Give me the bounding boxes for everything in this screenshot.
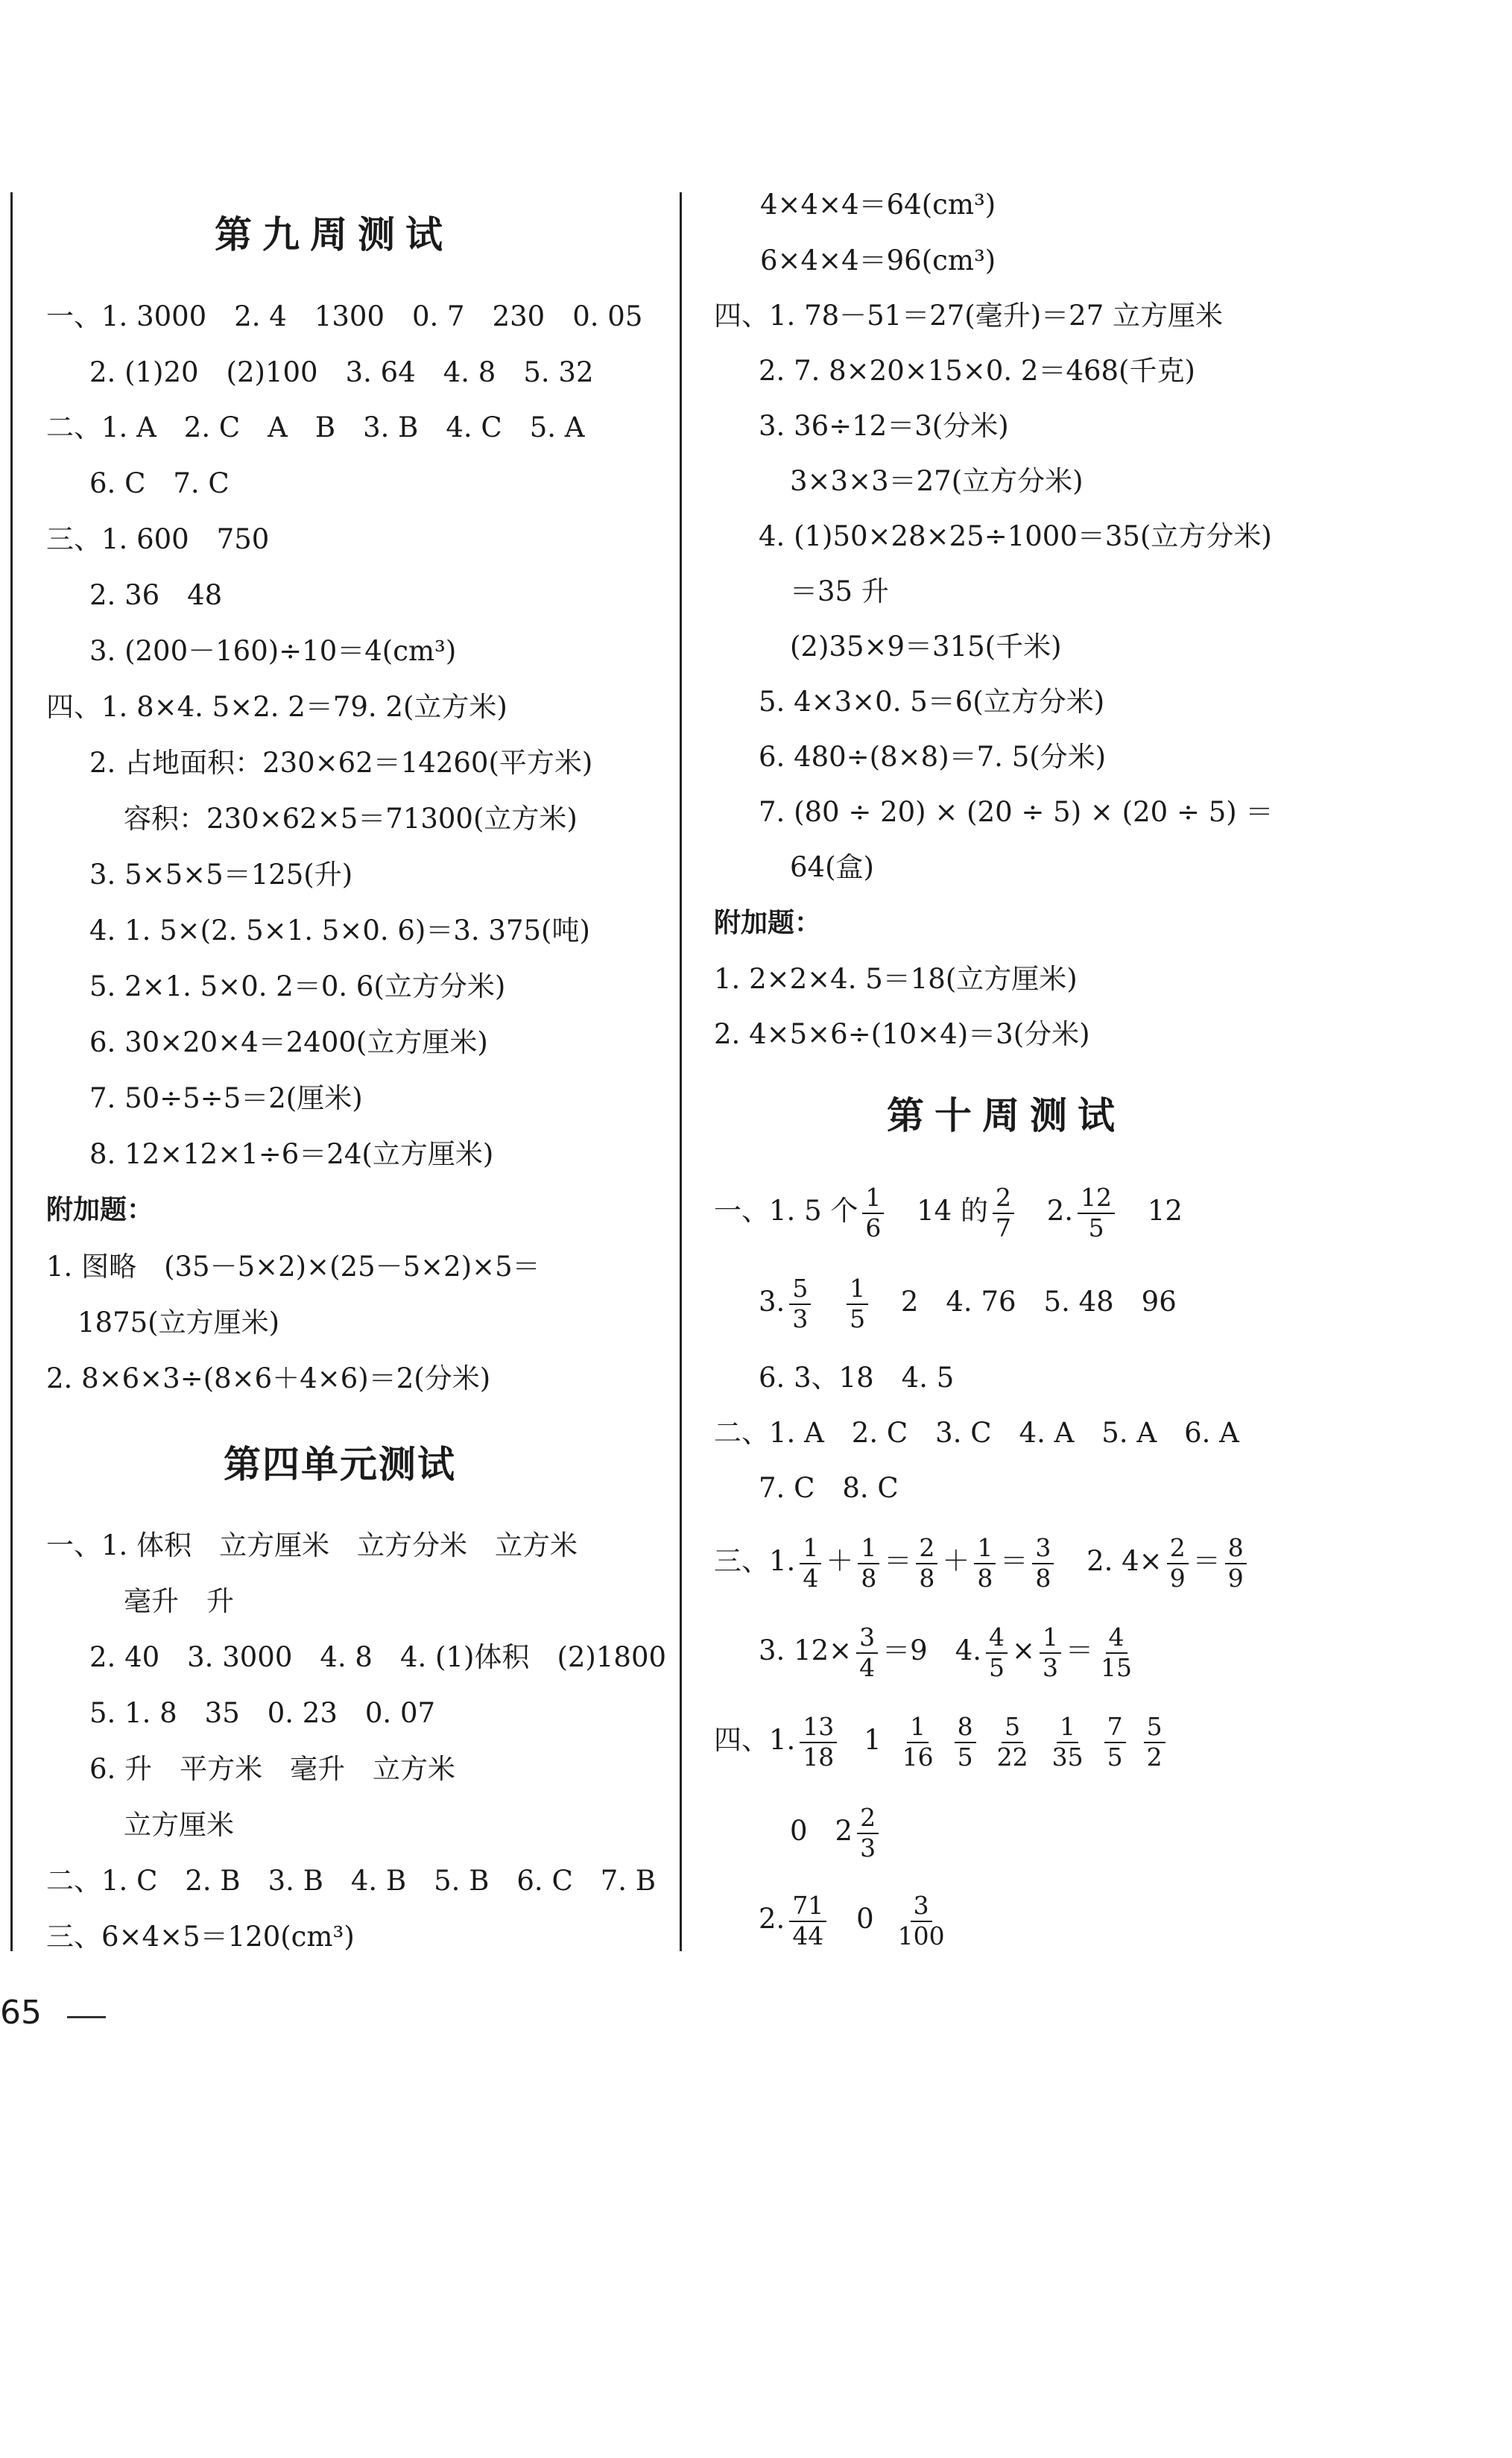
- answer-line: 64(盒): [790, 851, 874, 883]
- bonus-label: 附加题：: [46, 1195, 154, 1225]
- fraction: $\frac{2}{9}$: [1167, 1535, 1189, 1591]
- fraction: $\frac{12}{5}$: [1078, 1185, 1115, 1241]
- answer-line: 二、1. A 2. C A B 3. B 4. C 5. A: [46, 411, 585, 443]
- bonus-label: 附加题：: [714, 908, 822, 938]
- fraction: $\frac{71}{44}$: [789, 1893, 826, 1949]
- answer-line: 毫升 升: [124, 1585, 234, 1617]
- fraction: $\frac{3}{4}$: [856, 1625, 878, 1681]
- fraction: $\frac{1}{3}$: [1040, 1625, 1061, 1681]
- answer-line: 5. 4×3×0. 5＝6(立方分米): [759, 686, 1105, 718]
- answer-line: 三、1. 600 750: [46, 523, 270, 555]
- answer-line: 1. 图略 (35－5×2)×(25－5×2)×5＝: [46, 1251, 540, 1283]
- center-column-rule: [680, 192, 682, 1951]
- unit4-title: 第四单元测试: [224, 1443, 456, 1486]
- fraction: $\frac{1}{5}$: [847, 1276, 868, 1332]
- answer-line: 6. C 7. C: [89, 467, 230, 499]
- answer-line: 2. 40 3. 3000 4. 8 4. (1)体积 (2)1800: [89, 1641, 667, 1673]
- page-number-dash: [67, 2016, 106, 2018]
- left-margin-rule: [10, 192, 13, 1951]
- fraction: $\frac{3}{100}$: [897, 1891, 945, 1950]
- answer-line: 一、1. 体积 立方厘米 立方分米 立方米: [46, 1529, 578, 1561]
- fraction: $\frac{8}{5}$: [955, 1714, 976, 1770]
- fraction: $\frac{1}{4}$: [800, 1535, 821, 1591]
- fraction: $\frac{2}{3}$: [857, 1805, 879, 1861]
- answer-line: 一、1. 3000 2. 4 1300 0. 7 230 0. 05: [46, 300, 643, 332]
- answer-line: 四、1. 78－51＝27(毫升)＝27 立方厘米: [714, 300, 1224, 332]
- answer-line: 3. 5×5×5＝125(升): [89, 859, 353, 891]
- week10-title: 第十周测试: [887, 1094, 1125, 1137]
- answer-line: 2. $\frac{71}{44}$ 0 $\frac{3}{100}$: [759, 1893, 952, 1949]
- answer-line: 容积：230×62×5＝71300(立方米): [124, 803, 578, 835]
- answer-line: 3×3×3＝27(立方分米): [790, 465, 1084, 497]
- answer-line: 4. 1. 5×(2. 5×1. 5×0. 6)＝3. 375(吨): [89, 914, 590, 947]
- answer-line: 2. 4×5×6÷(10×4)＝3(分米): [714, 1018, 1090, 1050]
- answer-line: 一、1. 5 个 $\frac{1}{6}$ 14 的 $\frac{2}{7}$ 2. $\frac{12}{5}$ 12: [714, 1183, 1183, 1242]
- answer-line: 3. (200－160)÷10＝4(cm³): [89, 635, 457, 667]
- answer-line: 2. 36 48: [89, 579, 223, 611]
- answer-line: 2. 占地面积：230×62＝14260(平方米): [89, 747, 593, 779]
- answer-line: 1. 2×2×4. 5＝18(立方厘米): [714, 963, 1078, 995]
- fraction: $\frac{8}{9}$: [1225, 1535, 1247, 1591]
- answer-line: 5. 2×1. 5×0. 2＝0. 6(立方分米): [89, 970, 506, 1002]
- answer-line: 6. 3、18 4. 5: [759, 1362, 955, 1394]
- answer-line: 3. 12× $\frac{3}{4}$ ＝9 4. $\frac{4}{5}$ × $\frac{1}{3}$ ＝ $\frac{4}{15}$: [759, 1625, 1139, 1681]
- answer-line: 4. (1)50×28×25÷1000＝35(立方分米): [759, 520, 1272, 552]
- answer-line: 8. 12×12×1÷6＝24(立方厘米): [89, 1138, 494, 1170]
- answer-line: 6. 480÷(8×8)＝7. 5(分米): [759, 741, 1107, 773]
- answer-line: 5. 1. 8 35 0. 23 0. 07: [89, 1697, 436, 1729]
- fraction: $\frac{5}{2}$: [1144, 1714, 1165, 1770]
- fraction: $\frac{2}{8}$: [916, 1535, 937, 1591]
- answer-line: 7. 50÷5÷5＝2(厘米): [89, 1082, 363, 1114]
- fraction: $\frac{1}{16}$: [902, 1712, 934, 1772]
- fraction: $\frac{1}{6}$: [862, 1185, 884, 1241]
- answer-line: 2. 8×6×3÷(8×6＋4×6)＝2(分米): [46, 1362, 491, 1394]
- page-number: 65: [0, 1994, 42, 2032]
- answer-line: 4×4×4＝64(cm³): [760, 189, 996, 221]
- answer-line: 2. 7. 8×20×15×0. 2＝468(千克): [759, 355, 1195, 387]
- answer-line: ＝35 升: [790, 575, 889, 607]
- fraction: $\frac{5}{3}$: [789, 1276, 811, 1332]
- fraction: $\frac{13}{18}$: [800, 1714, 837, 1770]
- fraction: $\frac{4}{5}$: [986, 1625, 1008, 1681]
- answer-line: 四、1. $\frac{13}{18}$ 1 $\frac{1}{16}$ $\frac{8}{5}$ $\frac{5}{22}$ $\frac{1}{35}$ $\frac{7}{5}$ $\frac{5}{2}$: [714, 1714, 1170, 1770]
- week9-title: 第九周测试: [215, 213, 453, 256]
- fraction: $\frac{7}{5}$: [1104, 1714, 1126, 1770]
- fraction: $\frac{1}{8}$: [974, 1535, 996, 1591]
- answer-line: 三、6×4×5＝120(cm³): [46, 1921, 355, 1953]
- answer-line: 6. 升 平方米 毫升 立方米: [89, 1753, 456, 1785]
- fraction: $\frac{4}{15}$: [1101, 1623, 1133, 1682]
- fraction: $\frac{1}{8}$: [858, 1535, 879, 1591]
- answer-line: 3. $\frac{5}{3}$ $\frac{1}{5}$ 2 4. 76 5. 48 96: [759, 1274, 1177, 1333]
- answer-line: 7. C 8. C: [759, 1472, 899, 1504]
- answer-line: 0 2 $\frac{2}{3}$: [790, 1805, 883, 1861]
- fraction: $\frac{2}{7}$: [993, 1185, 1014, 1241]
- answer-line: 三、1. $\frac{1}{4}$ ＋ $\frac{1}{8}$ ＝ $\frac{2}{8}$ ＋ $\frac{1}{8}$ ＝ $\frac{3}{8}$ 2. 4× $\frac{2}{9}$ ＝ $\frac{8}{9}$: [714, 1535, 1251, 1591]
- fraction: $\frac{5}{22}$: [996, 1712, 1028, 1772]
- answer-line: 二、1. C 2. B 3. B 4. B 5. B 6. C 7. B: [46, 1865, 657, 1897]
- answer-line: 二、1. A 2. C 3. C 4. A 5. A 6. A: [714, 1417, 1239, 1449]
- answer-line: 6×4×4＝96(cm³): [760, 244, 996, 277]
- answer-line: 四、1. 8×4. 5×2. 2＝79. 2(立方米): [46, 691, 507, 723]
- fraction: $\frac{3}{8}$: [1032, 1535, 1054, 1591]
- answer-line: 6. 30×20×4＝2400(立方厘米): [89, 1026, 488, 1058]
- answer-line: 7. (80 ÷ 20) × (20 ÷ 5) × (20 ÷ 5) ＝: [759, 796, 1274, 828]
- answer-line: 立方厘米: [124, 1809, 234, 1841]
- answer-line: (2)35×9＝315(千米): [790, 631, 1062, 663]
- answer-line: 3. 36÷12＝3(分米): [759, 410, 1009, 442]
- answer-line: 1875(立方厘米): [78, 1307, 280, 1339]
- fraction: $\frac{1}{35}$: [1051, 1712, 1084, 1772]
- answer-line: 2. (1)20 (2)100 3. 64 4. 8 5. 32: [89, 356, 594, 388]
